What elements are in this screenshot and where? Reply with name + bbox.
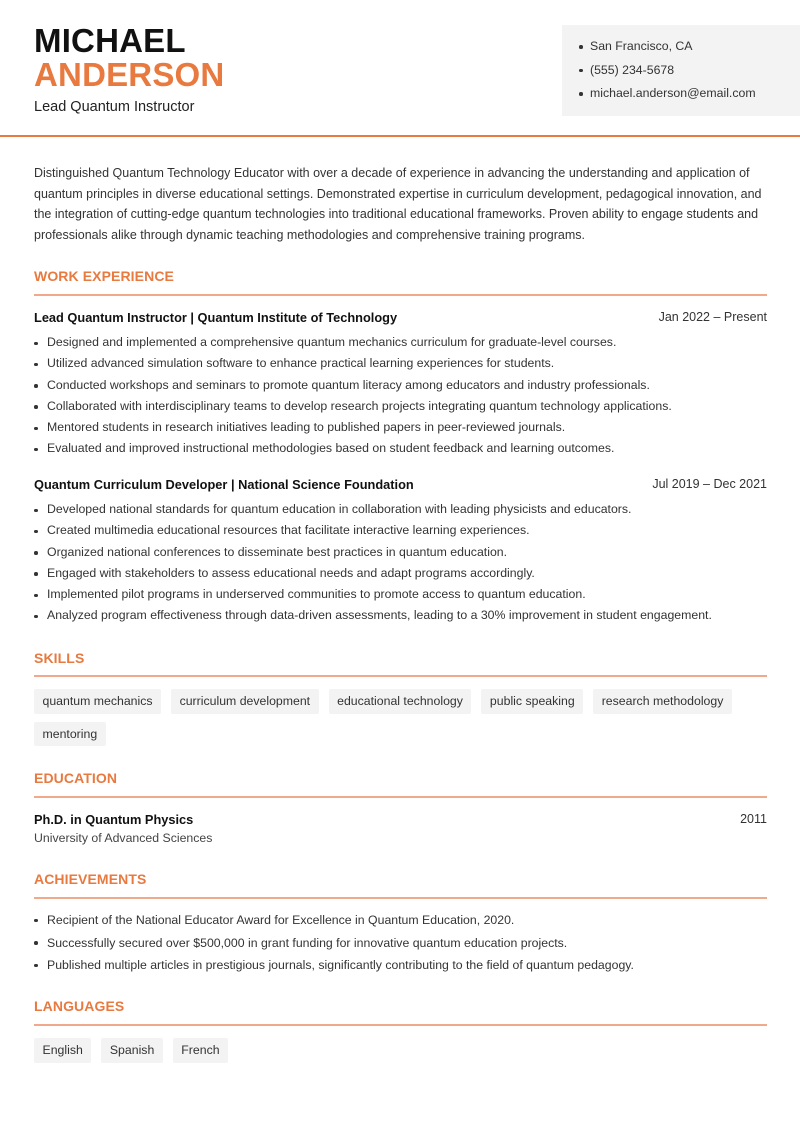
list-item: Conducted workshops and seminars to promote quantum literacy among educators and industry professionals. [34, 375, 774, 396]
last-name: ANDERSON [34, 56, 225, 93]
section-title-work-experience: WORK EXPERIENCE [34, 268, 174, 284]
job-bullets [34, 332, 774, 460]
section-divider [34, 1024, 767, 1026]
list-item: Recipient of the National Educator Award for Excellence in Quantum Education, 2020. [34, 909, 774, 932]
job-dates: Jan 2022 – Present [658, 310, 767, 324]
skill-tag: quantum mechanics [34, 689, 161, 714]
list-item: Published multiple articles in prestigious journals, significantly contributing to the field of quantum pedagogy. [34, 954, 774, 977]
section-title-achievements: ACHIEVEMENTS [34, 871, 147, 887]
contact-email[interactable]: michael.anderson@email.com [579, 85, 800, 109]
list-item: Evaluated and improved instructional methodologies based on student feedback and learning outcomes. [34, 438, 774, 459]
professional-summary: Distinguished Quantum Technology Educator with over a decade of experience in advancing the understanding and application of quantum principles in diverse educational settings. Demonstrated expertise in curriculum development, pedagogical innovation, and the integration of cutting-edge quantum technologies into traditional educational frameworks. Proven ability to engage students and professionals alike through dynamic teaching methodologies and comprehensive training programs. [34, 166, 762, 242]
education-year: 2011 [740, 812, 767, 826]
list-item: Developed national standards for quantum education in collaboration with leading physicists and educators. [34, 499, 774, 520]
resume-header [0, 0, 800, 137]
job-heading: Quantum Curriculum Developer | National Science Foundation [34, 477, 414, 492]
languages-list [34, 1038, 774, 1063]
education-school: University of Advanced Sciences [34, 831, 213, 845]
skills-list [34, 689, 734, 746]
list-item: Created multimedia educational resources that facilitate interactive learning experiences. [34, 520, 774, 541]
list-item: Engaged with stakeholders to assess educational needs and adapt programs accordingly. [34, 563, 774, 584]
section-divider [34, 796, 767, 798]
skill-tag: mentoring [34, 722, 106, 747]
job-title: Lead Quantum Instructor [34, 99, 195, 115]
list-item: Utilized advanced simulation software to enhance practical learning experiences for students. [34, 353, 774, 374]
job-header [34, 477, 767, 492]
job-header [34, 310, 767, 325]
job-bullets [34, 499, 774, 627]
contact-phone: (555) 234-5678 [579, 62, 800, 86]
section-divider [34, 294, 767, 296]
list-item: Organized national conferences to disseminate best practices in quantum education. [34, 542, 774, 563]
language-tag: French [173, 1038, 228, 1063]
language-tag: English [34, 1038, 91, 1063]
section-title-education: EDUCATION [34, 770, 118, 786]
list-item: Implemented pilot programs in underserved communities to promote access to quantum education. [34, 584, 774, 605]
section-title-skills: SKILLS [34, 650, 85, 666]
list-item: Collaborated with interdisciplinary teams to develop research projects integrating quantum technology applications. [34, 396, 774, 417]
list-item: Analyzed program effectiveness through data-driven assessments, leading to a 30% improvement in student engagement. [34, 605, 774, 626]
education-degree: Ph.D. in Quantum Physics [34, 812, 194, 827]
skill-tag: public speaking [481, 689, 583, 714]
section-divider [34, 897, 767, 899]
list-item: Successfully secured over $500,000 in grant funding for innovative quantum education projects. [34, 932, 774, 955]
job-dates: Jul 2019 – Dec 2021 [652, 477, 767, 491]
skill-tag: educational technology [329, 689, 472, 714]
achievements-list [34, 909, 774, 977]
skill-tag: research methodology [593, 689, 732, 714]
contact-box [562, 25, 800, 116]
list-item: Mentored students in research initiatives leading to published papers in peer-reviewed journals. [34, 417, 774, 438]
first-name: MICHAEL [34, 22, 186, 59]
list-item: Designed and implemented a comprehensive quantum mechanics curriculum for graduate-level courses. [34, 332, 774, 353]
skill-tag: curriculum development [171, 689, 319, 714]
section-title-languages: LANGUAGES [34, 998, 125, 1014]
language-tag: Spanish [101, 1038, 162, 1063]
job-heading: Lead Quantum Instructor | Quantum Institute of Technology [34, 310, 398, 325]
contact-location: San Francisco, CA [579, 38, 800, 62]
section-divider [34, 675, 767, 677]
